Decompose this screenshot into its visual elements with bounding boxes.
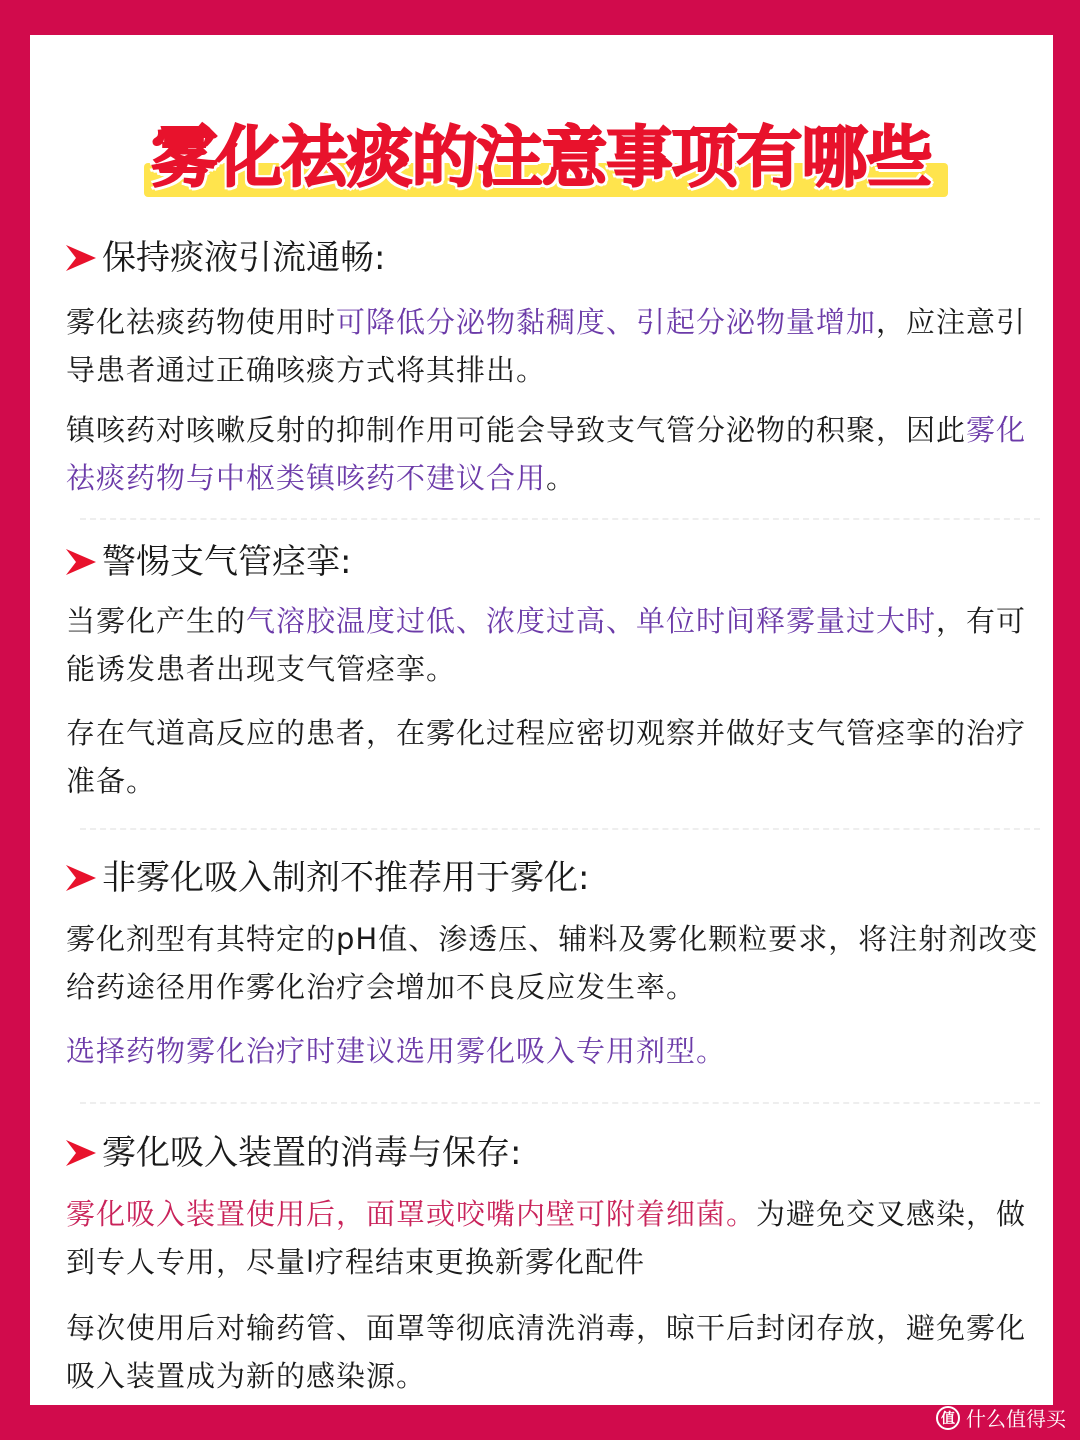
arrow-bullet-icon [66,245,96,271]
paragraph: 雾化剂型有其特定的pH值、渗透压、辅料及雾化颗粒要求，将注射剂改变给药途径用作雾化治疗会增加不良反应发生率。 [66,922,1039,1004]
highlight-text: 雾化吸入装置使用后，面罩或咬嘴内壁可附着细菌。 [66,1197,757,1231]
content-card [30,35,1053,1405]
paragraph: 当雾化产生的气溶胶温度过低、浓度过高、单位时间释雾量过大时，有可能诱发患者出现支气管痉挛。 [66,604,1027,686]
paragraph: 存在气道高反应的患者，在雾化过程应密切观察并做好支气管痉挛的治疗准备。 [66,716,1027,798]
arrow-bullet-icon [66,865,96,891]
divider [80,518,1040,520]
divider [80,1102,1040,1104]
divider [80,828,1040,830]
smzdm-logo-icon: 值 [936,1406,960,1430]
section-bronchospasm [66,537,1046,805]
watermark-text: 什么值得买 [966,1407,1066,1431]
section-heading: 雾化吸入装置的消毒与保存: [102,1133,522,1173]
paragraph: 雾化吸入装置使用后，面罩或咬嘴内壁可附着细菌。为避免交叉感染，做到专人专用，尽量l疗程结束更换新雾化配件 [66,1197,1027,1279]
title-banner [30,115,1053,201]
section-sputum-drainage [66,233,1046,502]
paragraph: 每次使用后对输药管、面罩等彻底清洗消毒，晾干后封闭存放，避免雾化吸入装置成为新的感染源。 [66,1311,1027,1393]
section-heading: 警惕支气管痉挛: [102,542,352,582]
paragraph: 雾化祛痰药物使用时可降低分泌物黏稠度、引起分泌物量增加，应注意引导患者通过正确咳痰方式将其排出。 [66,305,1027,387]
highlight-text: 雾化祛痰药物与中枢类镇咳药不建议合用 [66,413,1027,495]
highlight-text: 选择药物雾化治疗时建议选用雾化吸入专用剂型。 [66,1034,727,1068]
highlight-text: 可降低分泌物黏稠度、引起分泌物量增加 [336,305,877,339]
arrow-bullet-icon [66,549,96,575]
section-non-inhalation [66,853,1046,1075]
section-heading: 保持痰液引流通畅: [102,238,386,278]
section-disinfection [66,1128,1046,1400]
highlight-text: 气溶胶温度过低、浓度过高、单位时间释雾量过大时 [246,604,937,638]
watermark [936,1403,1066,1432]
arrow-bullet-icon [66,1140,96,1166]
paragraph [66,1027,1046,1075]
section-heading: 非雾化吸入制剂不推荐用于雾化: [102,858,590,898]
paragraph: 镇咳药对咳嗽反射的抑制作用可能会导致支气管分泌物的积聚，因此雾化祛痰药物与中枢类镇咳药不建议合用。 [66,413,1027,495]
page-title: 雾化祛痰的注意事项有哪些 [144,115,940,201]
